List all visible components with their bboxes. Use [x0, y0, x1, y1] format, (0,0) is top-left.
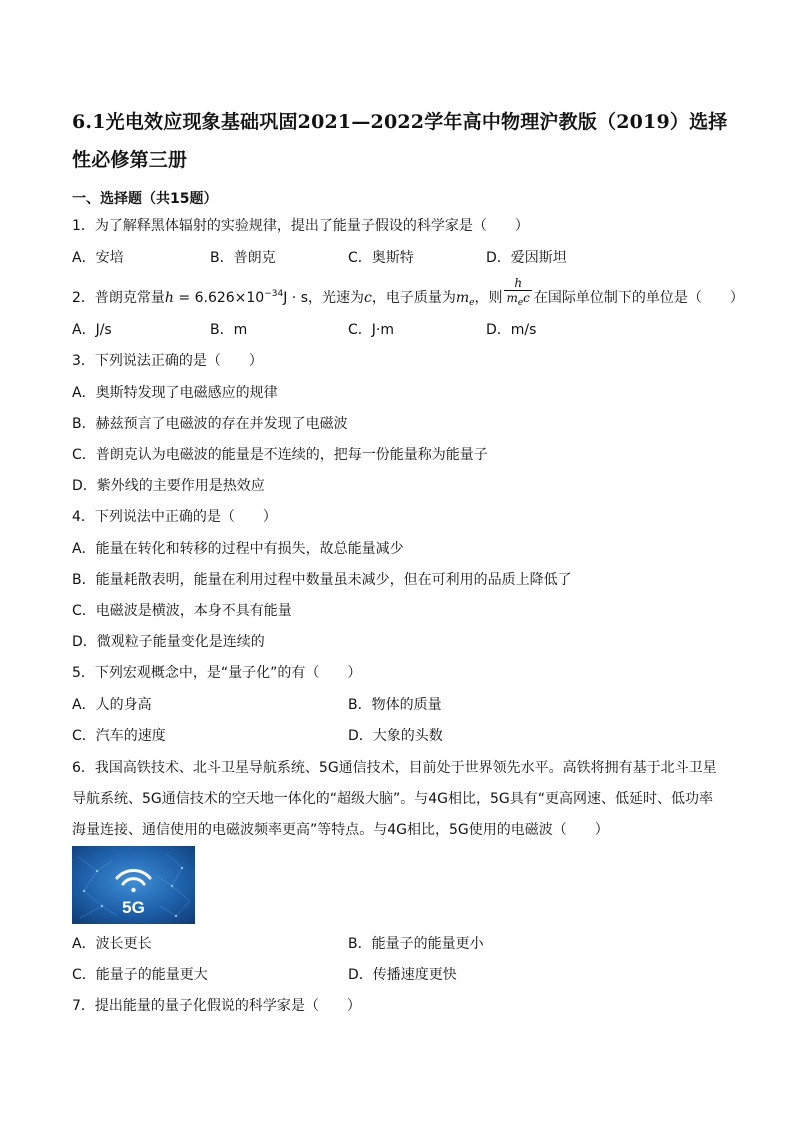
question-1-stem: 1．为了解释黑体辐射的实验规律，提出了能量子假设的科学家是（ ） [72, 218, 529, 234]
question-4-option-a[interactable]: A．能量在转化和转移的过程中有损失，故总能量减少 [72, 541, 404, 557]
question-3-option-d[interactable]: D．紫外线的主要作用是热效应 [72, 478, 265, 494]
question-6-line-3: 海量连接、通信使用的电磁波频率更高”等特点。与4G相比，5G使用的电磁波（ ） [72, 822, 609, 838]
page-title: 6.1光电效应现象基础巩固2021—2022学年高中物理沪教版（2019）选择性必修第三册 [72, 111, 728, 171]
question-6-option-b[interactable]: B．能量子的能量更小 [348, 936, 484, 952]
question-2-option-a[interactable]: A．J/s [72, 322, 112, 338]
question-5-option-d[interactable]: D．大象的头数 [348, 728, 443, 744]
q2-exponent: −34 [264, 289, 284, 299]
question-6-line-1: 6．我国高铁技术、北斗卫星导航系统、5G通信技术，目前处于世界领先水平。高铁将拥有基于北斗卫星 [72, 760, 717, 776]
q2-equals-value: = 6.626×10 [173, 290, 265, 306]
question-5-stem: 5．下列宏观概念中，是“量子化”的有（ ） [72, 665, 362, 681]
q2-text-mid: ，光速为 [308, 290, 364, 306]
q2-symbol-m: m [455, 290, 470, 306]
question-5-option-a[interactable]: A．人的身高 [72, 697, 152, 713]
question-6-line-2: 导航系统、5G通信技术的空天地一体化的“超级大脑”。与4G相比，5G具有“更高网速、低延时、低功率 [72, 791, 714, 807]
q2-den-sub: e [517, 298, 524, 308]
5g-label: 5G [122, 898, 145, 917]
question-1-option-a[interactable]: A．安培 [72, 250, 124, 266]
question-6-option-d[interactable]: D．传播速度更快 [348, 967, 457, 983]
q2-text-mid2: ，电子质量为 [371, 290, 456, 306]
question-3-option-a[interactable]: A．奥斯特发现了电磁感应的规律 [72, 385, 278, 401]
question-4-option-b[interactable]: B．能量耗散表明，能量在利用过程中数量虽未减少，但在可利用的品质上降低了 [72, 572, 572, 588]
q2-fraction [504, 276, 531, 310]
q2-symbol-h: h [164, 290, 174, 306]
q2-den-m: m [506, 291, 518, 305]
question-7-stem: 7．提出能量的量子化假说的科学家是（ ） [72, 998, 361, 1014]
question-3-option-c[interactable]: C．普朗克认为电磁波的能量是不连续的，把每一份能量称为能量子 [72, 447, 488, 463]
5g-illustration [72, 846, 195, 924]
section-heading: 一、选择题（共15题） [72, 191, 218, 207]
question-4-option-c[interactable]: C．电磁波是横波，本身不具有能量 [72, 603, 292, 619]
q2-den-c: c [523, 291, 530, 305]
question-3-stem: 3．下列说法正确的是（ ） [72, 353, 263, 369]
question-5-option-b[interactable]: B．物体的质量 [348, 697, 442, 713]
question-4-stem: 4．下列说法中正确的是（ ） [72, 509, 277, 525]
question-1-option-d[interactable]: D．爱因斯坦 [486, 250, 567, 266]
question-2-option-b[interactable]: B．m [210, 322, 248, 338]
q2-fraction-denominator [504, 291, 531, 310]
q2-stem-prefix: 2．普朗克常量 [72, 290, 165, 306]
q2-text-mid3: ，则 [474, 290, 503, 306]
5g-image-svg [72, 846, 195, 924]
question-3-option-b[interactable]: B．赫兹预言了电磁波的存在并发现了电磁波 [72, 416, 348, 432]
question-4-option-d[interactable]: D．微观粒子能量变化是连续的 [72, 634, 265, 650]
question-1-option-c[interactable]: C．奥斯特 [348, 250, 414, 266]
q2-fraction-numerator: h [504, 276, 531, 291]
q2-symbol-c: c [364, 290, 372, 306]
question-1-option-b[interactable]: B．普朗克 [210, 250, 276, 266]
question-2-option-d[interactable]: D．m/s [486, 322, 537, 338]
q2-unit: J · s [283, 290, 308, 306]
question-5-option-c[interactable]: C．汽车的速度 [72, 728, 166, 744]
question-2-stem [72, 276, 744, 313]
q2-text-post: 在国际单位制下的单位是（ ） [533, 290, 744, 306]
q2-symbol-m-sub: e [469, 298, 475, 308]
question-6-option-a[interactable]: A．波长更长 [72, 936, 152, 952]
question-6-option-c[interactable]: C．能量子的能量更大 [72, 967, 208, 983]
question-2-option-c[interactable]: C．J·m [348, 322, 394, 338]
